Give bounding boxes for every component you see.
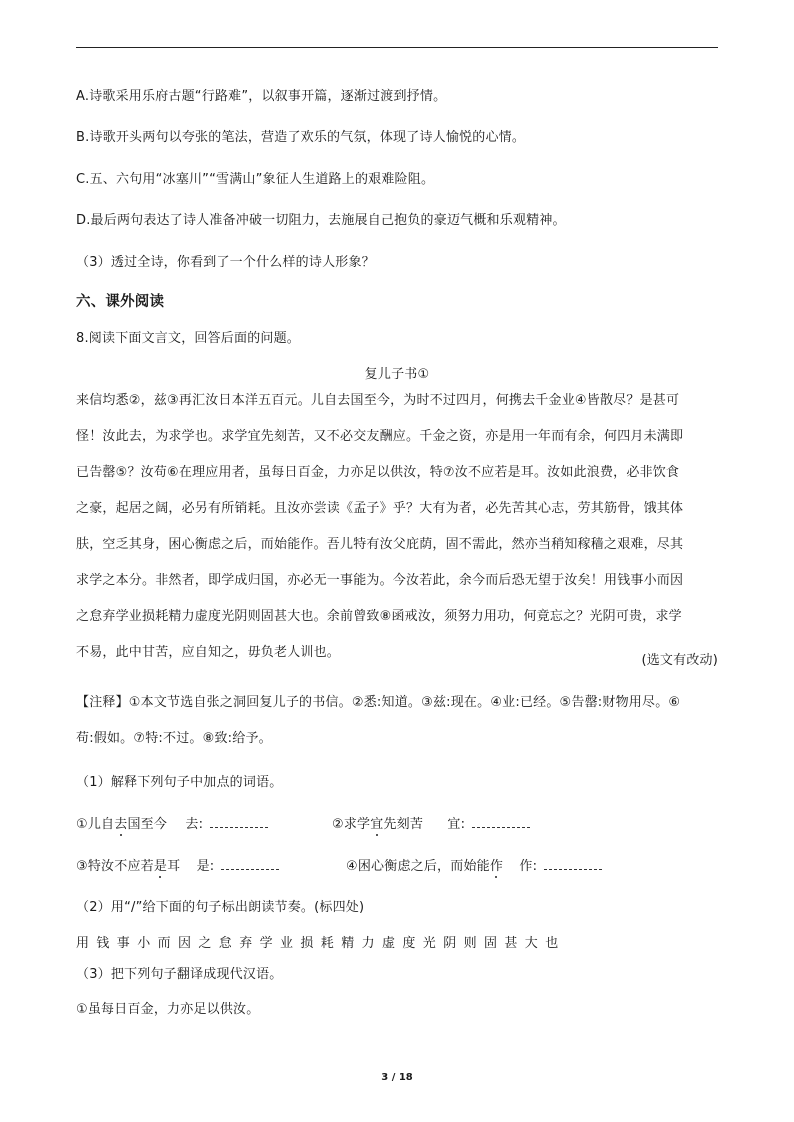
passage-line: 不易，此中甘苦，应自知之，毋负老人训也。 [76, 645, 341, 660]
passage-line: 求学之本分。非然者，即学成归国，亦必无一事能为。今汝若此，余今而后恐无望于汝矣！用钱事小而因 [76, 573, 684, 588]
passage-line: 怪！汝此去，为求学也。求学宜先刻苦，又不必交友酬应。千金之资，亦是用一年而有余，何四月未满即 [76, 429, 684, 444]
vocab-item-3: ③特汝不应若是耳 是: [76, 857, 279, 876]
passage-line: 之豪，起居之阔，必另有所销耗。且汝亦尝读《孟子》乎？大有为者，必先苦其心志，劳其筋骨，饿其体 [76, 501, 684, 516]
passage-title: 复儿子书① [364, 367, 430, 382]
dotted-word: 作 [489, 859, 504, 874]
passage-line: 肤，空乏其身，困心衡虑之后，而始能作。吾儿特有汝父庇荫，固不需此，然亦当稍知稼穑之艰难，尽其 [76, 537, 684, 552]
page-number: 3 / 18 [381, 1072, 413, 1083]
dotted-word: 宜 [370, 817, 384, 832]
notes-line: 【注释】①本文节选自张之洞回复儿子的书信。②悉:知道。③兹:现在。④业:已经。⑤告罄:财物用尽。⑥ [76, 695, 681, 710]
passage-line: 来信均悉②，兹③再汇汝日本洋五百元。儿自去国至今，为时不过四月，何携去千金业④皆散尽？是甚可 [76, 393, 680, 408]
option-b: B.诗歌开头两句以夸张的笔法，营造了欢乐的气氛，体现了诗人愉悦的心情。 [76, 130, 526, 145]
dotted-word: 去 [114, 817, 128, 832]
notes-line: 苟:假如。⑦特:不过。⑧致:给予。 [76, 731, 272, 746]
question-8-intro: 8.阅读下面文言文，回答后面的问题。 [76, 331, 301, 346]
vocab-item-1: ①儿自去国至今 去: [76, 815, 268, 834]
answer-blank[interactable] [544, 857, 602, 870]
question-3: （3）透过全诗，你看到了一个什么样的诗人形象？ [76, 255, 375, 270]
option-a: A.诗歌采用乐府古题“行路难”，以叙事开篇，逐渐过渡到抒情。 [76, 89, 447, 104]
option-d: D.最后两句表达了诗人准备冲破一切阻力，去施展自己抱负的豪迈气概和乐观精神。 [76, 213, 566, 228]
passage-line: 之怠弃学业损耗精力虚度光阴则固甚大也。余前曾致⑧函戒汝，须努力用功，何竟忘之？光阴可贵，求学 [76, 609, 682, 624]
subquestion-1: （1）解释下列句子中加点的词语。 [76, 775, 283, 790]
vocab-item-4: ④困心衡虑之后，而始能作 作: [346, 857, 602, 876]
option-c: C.五、六句用“冰塞川”“雪满山”象征人生道路上的艰难险阻。 [76, 172, 435, 187]
subquestion-2: （2）用“/”给下面的句子标出朗读节奏。(标四处) [76, 900, 365, 915]
answer-blank[interactable] [210, 815, 268, 828]
source-note: (选文有改动) [641, 653, 718, 668]
section-heading: 六、课外阅读 [76, 294, 165, 310]
translate-item-1: ①虽每日百金，力亦足以供汝。 [76, 1002, 260, 1017]
rhythm-sentence: 用钱事小而因之怠弃学业损耗精力虚度光阴则固甚大也 [76, 936, 566, 951]
header-rule [76, 47, 718, 48]
dotted-word: 是 [153, 859, 168, 874]
passage-line: 已告罄⑤？汝苟⑥在理应用者，虽每日百金，力亦足以供汝，特⑦汝不应若是耳。汝如此浪费，必非饮食 [76, 465, 680, 480]
vocab-item-2: ②求学宜先刻苦 宜: [332, 815, 530, 834]
answer-blank[interactable] [221, 857, 279, 870]
subquestion-3: （3）把下列句子翻译成现代汉语。 [76, 967, 283, 982]
answer-blank[interactable] [472, 815, 530, 828]
